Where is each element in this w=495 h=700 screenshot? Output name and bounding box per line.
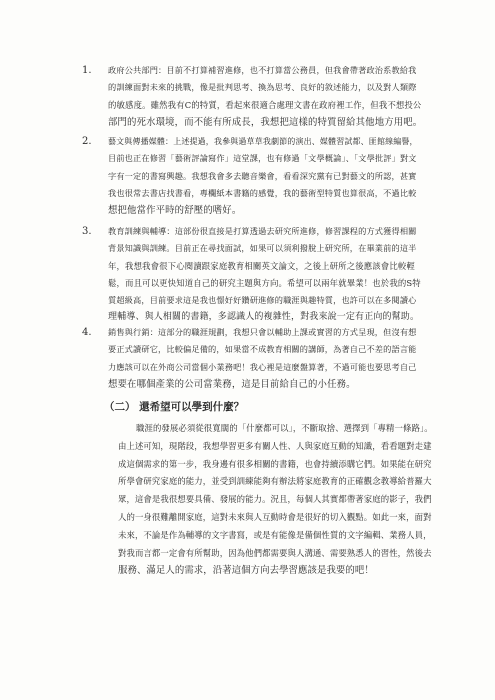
text-line: 職涯的發展必須從很寬闊的「什麼都可以」，不斷取捨、選擇到「專精一條路」。 — [136, 423, 433, 433]
text-line: 理輔導、與人相關的書籍，多認識人的複雜性，對我來說一定有正向的幫助。 — [108, 312, 420, 323]
item-number: 2. — [82, 136, 92, 147]
text-line: 背景知識與訓練。目前正在尋找面試，如果可以須利撥脫上研究所，在畢業前的這半 — [108, 243, 417, 254]
text-line: 我也很常去書店找書看，專欄紙本書籍的感覺，我的藝術型特質也算很高，不過比較 — [108, 187, 417, 198]
list-item-3 — [82, 223, 422, 327]
text-line: 人的一身很難離開家庭，這對未來與人互動時會是很好的切入觀點。如此一來，面對 — [118, 511, 432, 522]
body-paragraph — [118, 420, 434, 580]
text-line: 想要在哪個產業的公司當業務，這是目前給自己的小任務。 — [108, 378, 356, 390]
text-line: 成這個需求的第一步，我身邊有很多相關的書籍，也會持續添購它們。如果能在研究 — [118, 458, 432, 469]
text-line: 部門的死水環境，而不能有所成長，我想把這樣的特質留給其他地方用吧。 — [108, 116, 423, 128]
text-line: 教育訓練與輔導：這部份很直接是打算透過去研究所進修，修習課程的方式獲得相關 — [108, 226, 417, 236]
text-line: 對我而言都一定會有所幫助，因為他們都需要與人溝通、需要熟悉人的習性，然後去 — [118, 547, 432, 558]
item-text — [108, 62, 422, 131]
list-item-4 — [82, 324, 422, 393]
text-line: 藝文與傳播媒體：上述提過，我參與過草草我劇節的演出、媒體習試都、匪館線編譽， — [108, 137, 418, 146]
item-number: 3. — [82, 226, 92, 237]
item-text — [108, 133, 422, 219]
text-line: 政府公共部門：目前不打算補習進修，也不打算當公務員，但我會帶著政治系教給我 — [108, 65, 417, 75]
text-line: 的敏感度。雖然我有C的特質，看起來很適合處理文書在政府裡工作，但我不想投公 — [108, 99, 422, 110]
list-item-1 — [82, 62, 422, 131]
text-line: 字有一定的書寫興趣。我想我會多去聽音樂會，看看深究黨有已對藝文的所認，甚實 — [108, 170, 417, 181]
text-line: 未來，不論是作為輔導的文字書寫，或是有能像是備個性質的文字編輯、業務人員， — [118, 529, 432, 540]
text-line: 所學會研究家庭的能力，並受到訓練能夠有辦法將家庭教育的正確觀念教導給普羅大 — [118, 476, 432, 487]
item-text — [108, 324, 422, 393]
text-line: 力應該可以在外商公司當個小業務吧！我心裡是這麼盤算著，不過可能也要思考自己 — [108, 361, 417, 372]
text-line: 要正式讀研它，比較偏足備的，如果當不成教育相關的講師，為著自己不差的語言能 — [108, 344, 417, 355]
text-line: 目前也正在修習「藝術評論寫作」這堂課，也有修過「文學概論」、「文學批評」對文 — [108, 153, 417, 164]
text-line: 服務、滿足人的需求，沿著這個方向去學習應該是我要的吧！ — [118, 565, 374, 577]
list-item-2 — [82, 133, 422, 219]
section-heading: （二） 還希望可以學到什麼？ — [104, 401, 245, 413]
text-line: 年，我想我會很下心閱讀跟家庭教育相關英文論文，之後上研所之後應該會比較輕 — [108, 260, 415, 271]
text-line: 由上述可知，現階段，我想學習更多有關人性、人與家庭互動的知識，看看題對走建 — [118, 440, 432, 451]
item-number: 4. — [82, 327, 92, 338]
text-line: 鬆，而且可以更快知道自己的研究主題與方向。希望可以兩年就畢業！也於我的S特 — [108, 277, 421, 288]
text-line: 銷售與行銷：這部分的職涯規劃，我想只會以輔助上課或實習的方式呈現，但沒有想 — [108, 327, 417, 337]
text-line: 質超級高，目前要求這是我也憬好好鑽研進修的職涯與趣特質，也許可以在多閱讀心 — [108, 295, 417, 306]
item-number: 1. — [82, 65, 92, 76]
item-text — [108, 223, 422, 327]
text-line: 的訓練面對未來的挑戰，像是批判思考、換為思考、良好的敘述能力，以及對人類際 — [108, 82, 417, 93]
text-line: 想把他當作平時的舒壓的嗜好。 — [108, 205, 242, 217]
text-line: 眾，這會是我很想要具備、發展的能力。況且，每個人其實都帶著家庭的影子，我們 — [118, 494, 432, 505]
